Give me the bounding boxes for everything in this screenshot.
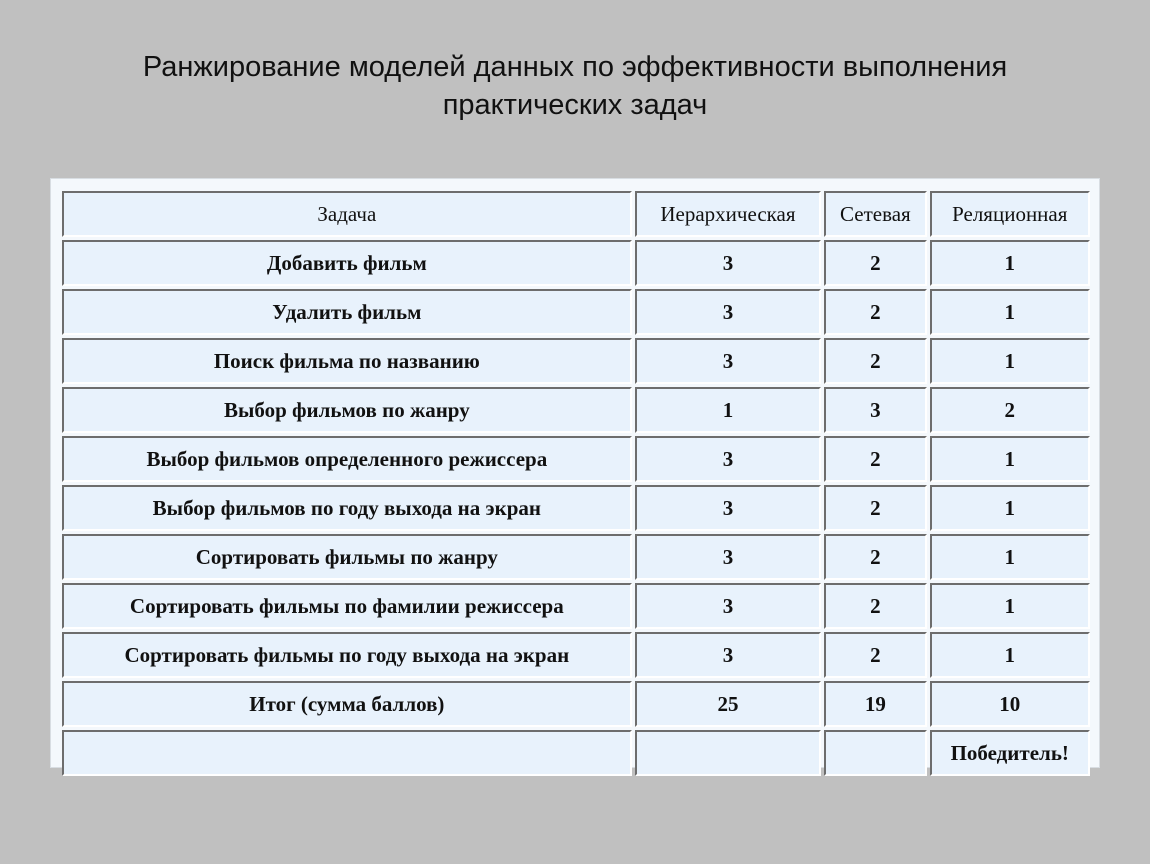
- table-row: [62, 240, 1090, 286]
- hierarchical-cell: 3: [635, 485, 822, 531]
- header-task: Задача: [62, 191, 632, 237]
- relational-cell: 1: [930, 289, 1090, 335]
- network-cell: 2: [824, 485, 926, 531]
- hierarchical-cell: 3: [635, 632, 822, 678]
- task-cell: Выбор фильмов по жанру: [62, 387, 632, 433]
- network-cell: 2: [824, 583, 926, 629]
- relational-cell: 1: [930, 240, 1090, 286]
- hierarchical-cell: 3: [635, 289, 822, 335]
- network-cell: 2: [824, 338, 926, 384]
- relational-cell: 1: [930, 485, 1090, 531]
- task-cell: Выбор фильмов по году выхода на экран: [62, 485, 632, 531]
- relational-cell: 1: [930, 436, 1090, 482]
- table-row: [62, 436, 1090, 482]
- task-cell: Сортировать фильмы по жанру: [62, 534, 632, 580]
- relational-cell: 1: [930, 583, 1090, 629]
- table-row: [62, 387, 1090, 433]
- task-cell: Сортировать фильмы по фамилии режиссера: [62, 583, 632, 629]
- hierarchical-cell: 3: [635, 436, 822, 482]
- hierarchical-cell: 1: [635, 387, 822, 433]
- winner-empty-hierarchical-cell: [635, 730, 822, 776]
- table-row: [62, 289, 1090, 335]
- hierarchical-cell: 3: [635, 534, 822, 580]
- slide-title-line-2: практических задач: [442, 89, 708, 121]
- network-cell: 2: [824, 289, 926, 335]
- winner-label-cell: Победитель!: [930, 730, 1090, 776]
- task-cell: Выбор фильмов определенного режиссера: [62, 436, 632, 482]
- network-cell: 2: [824, 436, 926, 482]
- total-network-cell: 19: [824, 681, 926, 727]
- table-row: [62, 534, 1090, 580]
- relational-cell: 2: [930, 387, 1090, 433]
- table-row: [62, 485, 1090, 531]
- header-hierarchical: Иерархическая: [635, 191, 822, 237]
- table-header-row: [62, 191, 1090, 237]
- task-cell: Удалить фильм: [62, 289, 632, 335]
- winner-empty-task-cell: [62, 730, 632, 776]
- header-network: Сетевая: [824, 191, 926, 237]
- total-hierarchical-cell: 25: [635, 681, 822, 727]
- network-cell: 2: [824, 534, 926, 580]
- winner-empty-network-cell: [824, 730, 926, 776]
- network-cell: 2: [824, 240, 926, 286]
- hierarchical-cell: 3: [635, 583, 822, 629]
- total-row: [62, 681, 1090, 727]
- winner-row: [62, 730, 1090, 776]
- hierarchical-cell: 3: [635, 338, 822, 384]
- header-relational: Реляционная: [930, 191, 1090, 237]
- total-relational-cell: 10: [930, 681, 1090, 727]
- slide-title-line-1: Ранжирование моделей данных по эффективности выполнения: [142, 51, 1008, 83]
- slide-title: [0, 48, 1150, 124]
- table-row: [62, 338, 1090, 384]
- total-label-cell: Итог (сумма баллов): [62, 681, 632, 727]
- task-cell: Поиск фильма по названию: [62, 338, 632, 384]
- relational-cell: 1: [930, 534, 1090, 580]
- relational-cell: 1: [930, 338, 1090, 384]
- relational-cell: 1: [930, 632, 1090, 678]
- table-row: [62, 583, 1090, 629]
- network-cell: 3: [824, 387, 926, 433]
- table-frame: [50, 178, 1100, 768]
- table-row: [62, 632, 1090, 678]
- network-cell: 2: [824, 632, 926, 678]
- task-cell: Сортировать фильмы по году выхода на экран: [62, 632, 632, 678]
- ranking-table: [59, 188, 1093, 779]
- task-cell: Добавить фильм: [62, 240, 632, 286]
- hierarchical-cell: 3: [635, 240, 822, 286]
